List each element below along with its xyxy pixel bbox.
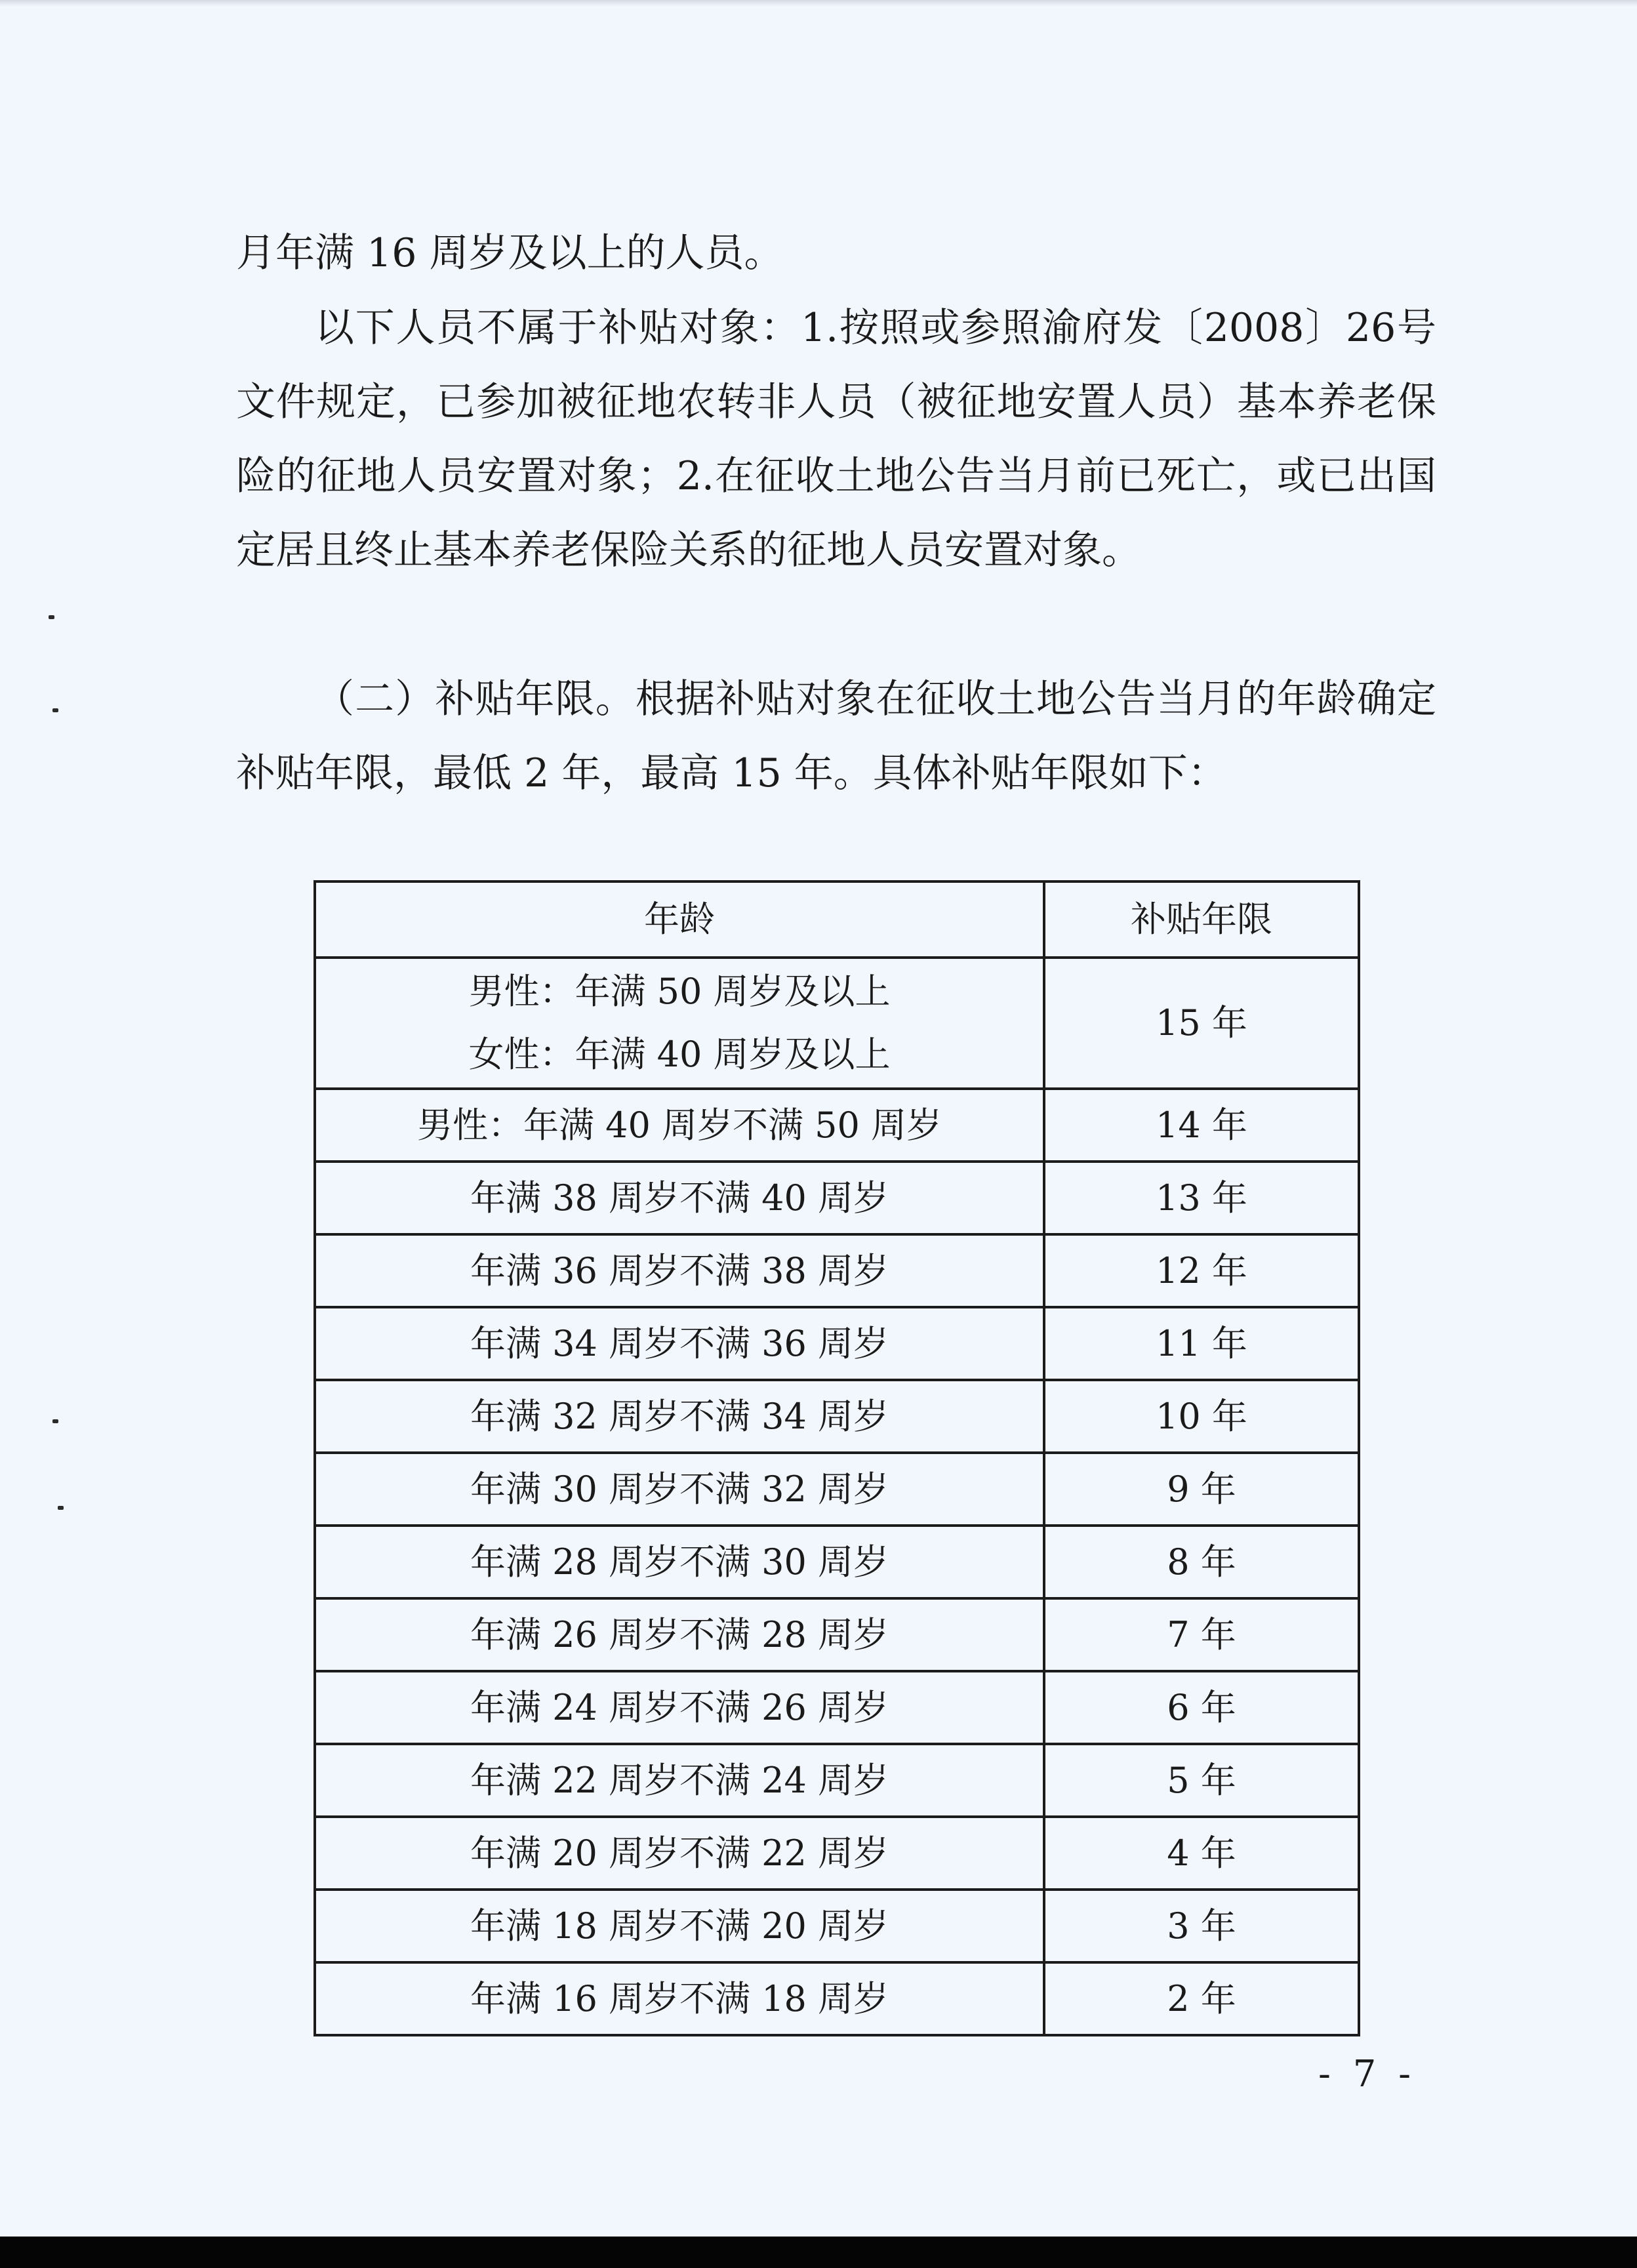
years-cell: 10 年 bbox=[1044, 1380, 1359, 1453]
years-cell: 11 年 bbox=[1044, 1307, 1359, 1380]
table-row bbox=[315, 1526, 1359, 1598]
paragraph-exclusions: 以下人员不属于补贴对象：1.按照或参照渝府发〔2008〕26号文件规定，已参加被征地农转非人员（被征地安置人员）基本养老保险的征地人员安置对象；2.在征收土地公告当月前已死亡，或已出国定居且终止基本养老保险关系的征地人员安置对象。 bbox=[236, 305, 1436, 573]
scan-margin-mark bbox=[52, 1419, 58, 1423]
age-cell: 年满 32 周岁不满 34 周岁 bbox=[315, 1380, 1044, 1453]
table-row bbox=[315, 1453, 1359, 1526]
table-row bbox=[315, 1890, 1359, 1962]
age-cell: 年满 36 周岁不满 38 周岁 bbox=[315, 1234, 1044, 1307]
table-row bbox=[315, 958, 1359, 1089]
years-cell: 7 年 bbox=[1044, 1598, 1359, 1671]
age-cell: 年满 18 周岁不满 20 周岁 bbox=[315, 1890, 1044, 1962]
table-row bbox=[315, 1744, 1359, 1817]
years-cell: 9 年 bbox=[1044, 1453, 1359, 1526]
age-cell: 年满 24 周岁不满 26 周岁 bbox=[315, 1671, 1044, 1744]
table-row bbox=[315, 1162, 1359, 1234]
subsidy-years-table bbox=[313, 880, 1360, 2036]
table-row bbox=[315, 1671, 1359, 1744]
table-row bbox=[315, 1234, 1359, 1307]
years-cell: 15 年 bbox=[1044, 958, 1359, 1089]
age-line-female: 女性：年满 40 周岁及以上 bbox=[468, 1034, 891, 1075]
age-cell: 年满 26 周岁不满 28 周岁 bbox=[315, 1598, 1044, 1671]
age-cell: 年满 38 周岁不满 40 周岁 bbox=[315, 1162, 1044, 1234]
years-cell: 2 年 bbox=[1044, 1962, 1359, 2035]
age-cell: 年满 22 周岁不满 24 周岁 bbox=[315, 1744, 1044, 1817]
table-row bbox=[315, 1817, 1359, 1890]
table-row bbox=[315, 1380, 1359, 1453]
age-cell: 年满 20 周岁不满 22 周岁 bbox=[315, 1817, 1044, 1890]
header-subsidy-years: 补贴年限 bbox=[1044, 881, 1359, 958]
page-number: - 7 - bbox=[1318, 2053, 1417, 2096]
age-cell bbox=[315, 958, 1044, 1089]
age-cell: 年满 34 周岁不满 36 周岁 bbox=[315, 1307, 1044, 1380]
table-row bbox=[315, 1307, 1359, 1380]
years-cell: 12 年 bbox=[1044, 1234, 1359, 1307]
paragraph-continuation: 月年满 16 周岁及以上的人员。 bbox=[236, 230, 784, 276]
years-cell: 8 年 bbox=[1044, 1526, 1359, 1598]
scan-margin-mark bbox=[49, 615, 54, 619]
years-cell: 14 年 bbox=[1044, 1089, 1359, 1162]
header-age: 年龄 bbox=[315, 881, 1044, 958]
scan-margin-mark bbox=[52, 708, 58, 712]
years-cell: 5 年 bbox=[1044, 1744, 1359, 1817]
table-row bbox=[315, 1598, 1359, 1671]
years-cell: 3 年 bbox=[1044, 1890, 1359, 1962]
years-cell: 13 年 bbox=[1044, 1162, 1359, 1234]
table-row bbox=[315, 1962, 1359, 2035]
years-cell: 4 年 bbox=[1044, 1817, 1359, 1890]
age-cell: 年满 30 周岁不满 32 周岁 bbox=[315, 1453, 1044, 1526]
years-cell: 6 年 bbox=[1044, 1671, 1359, 1744]
scan-margin-mark bbox=[58, 1506, 64, 1510]
scan-bottom-edge bbox=[0, 2237, 1637, 2268]
table-header-row bbox=[315, 881, 1359, 958]
age-line-male: 男性：年满 50 周岁及以上 bbox=[468, 971, 891, 1012]
age-cell: 年满 16 周岁不满 18 周岁 bbox=[315, 1962, 1044, 2035]
age-cell: 男性：年满 40 周岁不满 50 周岁 bbox=[315, 1089, 1044, 1162]
paragraph-subsidy-years: （二）补贴年限。根据补贴对象在征收土地公告当月的年龄确定补贴年限，最低 2 年，最高 15 年。具体补贴年限如下： bbox=[236, 676, 1436, 796]
age-cell: 年满 28 周岁不满 30 周岁 bbox=[315, 1526, 1044, 1598]
scan-top-edge bbox=[0, 0, 1637, 7]
table-row bbox=[315, 1089, 1359, 1162]
